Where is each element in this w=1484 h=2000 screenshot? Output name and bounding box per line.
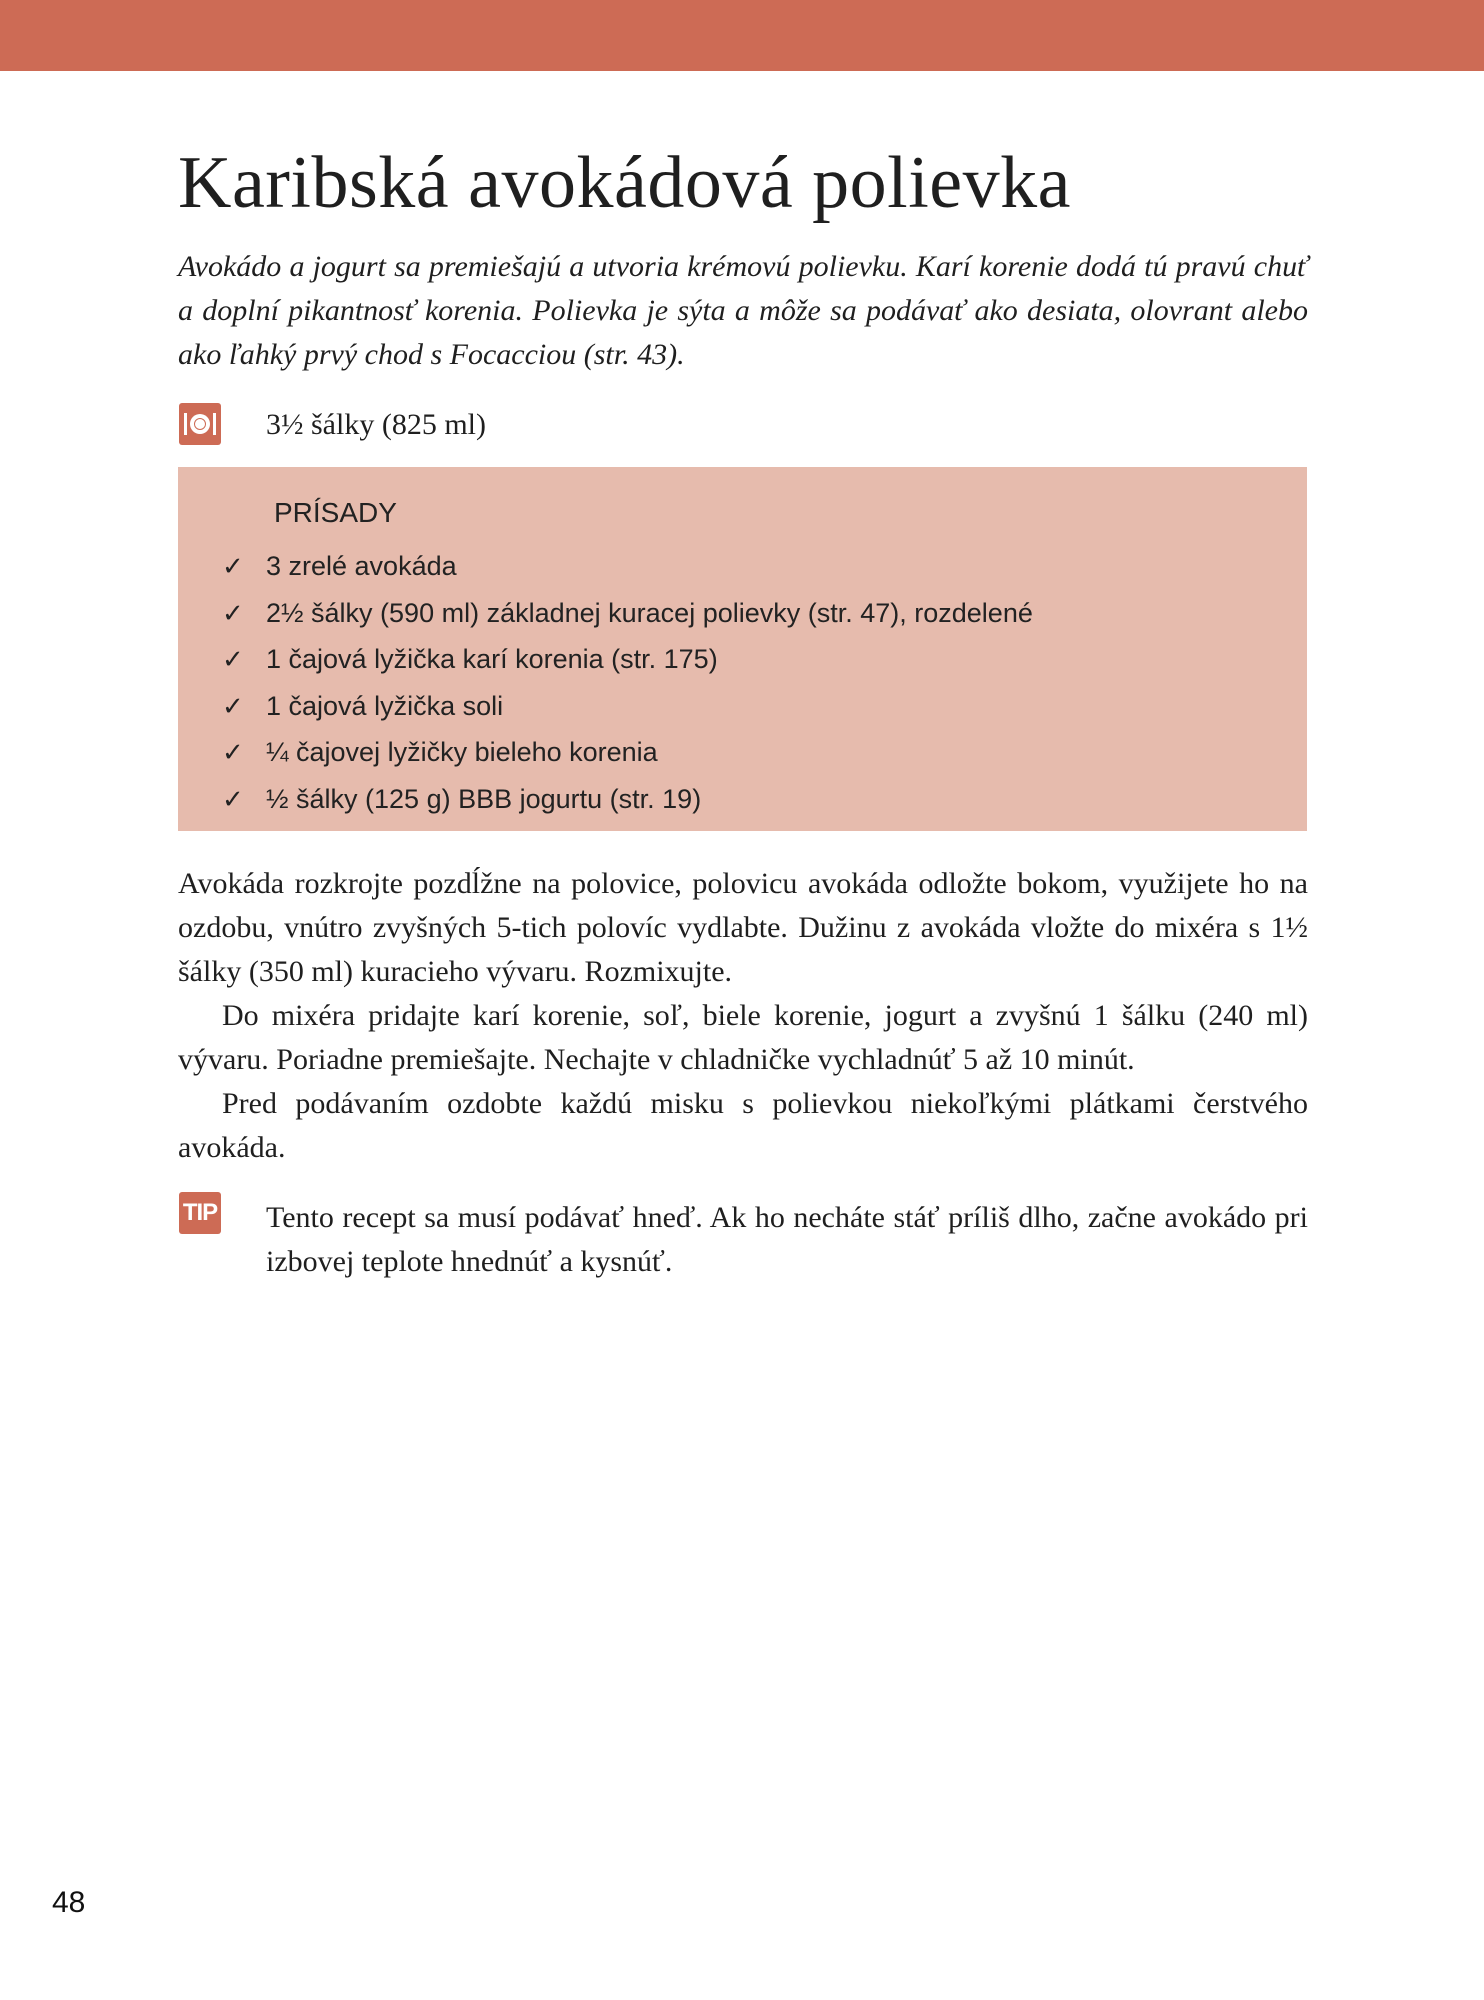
ingredients-box (178, 467, 1307, 831)
method-paragraph: Pred podávaním ozdobte každú misku s polievkou niekoľkými plátkami čerstvého avokáda. (178, 1087, 1308, 1164)
ingredients-heading: PRÍSADY (274, 497, 397, 528)
checkmark-icon: ✓ (222, 597, 244, 628)
recipe-title: Karibská avokádová polievka (178, 142, 1071, 224)
recipe-intro: Avokádo a jogurt sa premiešajú a utvoria krémovú polievku. Karí korenie dodá tú pravú chuť a doplní pikantnosť korenia. Polievka je sýta a môže sa podávať ako desiata, olovrant alebo ako ľahký prvý chod s Focacciou (str. 43). (178, 250, 1308, 371)
ingredient-item: ✓ 1 čajová lyžička soli (222, 683, 1033, 730)
plate-cutlery-icon (179, 403, 221, 445)
ingredient-item: ✓ 2½ šálky (590 ml) základnej kuracej polievky (str. 47), rozdelené (222, 590, 1033, 637)
ingredient-item: ✓ 1 čajová lyžička karí korenia (str. 175) (222, 636, 1033, 683)
tip-icon: TIP (179, 1192, 221, 1234)
checkmark-icon: ✓ (222, 783, 244, 814)
ingredient-item: ✓ ¼ čajovej lyžičky bieleho korenia (222, 729, 1033, 776)
method-paragraph: Do mixéra pridajte karí korenie, soľ, biele korenie, jogurt a zvyšnú 1 šálku (240 ml) vývaru. Poriadne premiešajte. Nechajte v chladničke vychladnúť 5 až 10 minút. (178, 999, 1308, 1076)
checkmark-icon: ✓ (222, 644, 244, 674)
ingredients-list (222, 543, 1033, 822)
checkmark-icon: ✓ (222, 737, 244, 767)
ingredient-item: ✓ ½ šálky (125 g) BBB jogurtu (str. 19) (222, 776, 1033, 823)
checkmark-icon: ✓ (222, 551, 244, 581)
method-section (178, 862, 1308, 1170)
header-band (0, 0, 1484, 71)
method-paragraph: Avokáda rozkrojte pozdĺžne na polovice, polovicu avokáda odložte bokom, využijete ho na ozdobu, vnútro zvyšných 5-tich polovíc vydlabte. Dužinu z avokáda vložte do mixéra s 1½ šálky (350 ml) kuracieho vývaru. Rozmixujte. (178, 867, 1308, 988)
checkmark-icon: ✓ (222, 690, 244, 721)
ingredient-item: ✓ 3 zrelé avokáda (222, 543, 1033, 590)
servings-text: 3½ šálky (825 ml) (266, 408, 486, 441)
tip-text: Tento recept sa musí podávať hneď. Ak ho necháte stáť príliš dlho, začne avokádo pri izbovej teplote hnednúť a kysnúť. (266, 1201, 1308, 1278)
page-number: 48 (52, 1886, 86, 1919)
